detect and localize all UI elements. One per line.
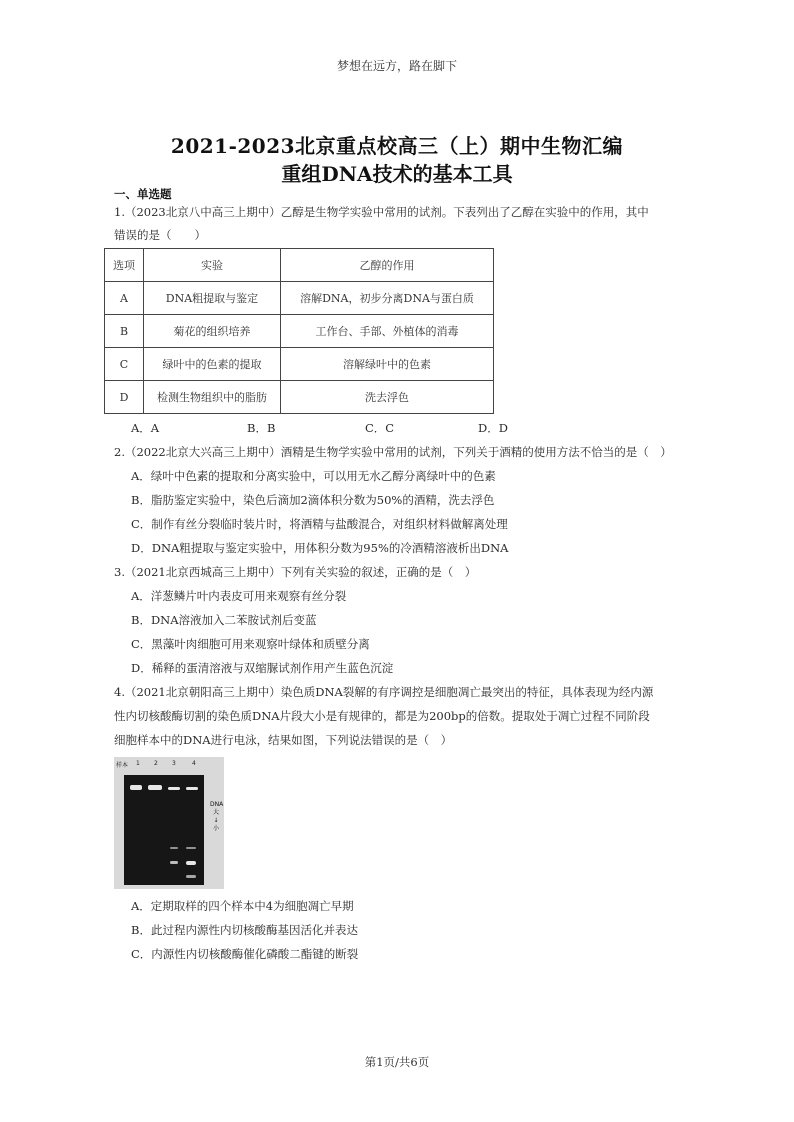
question-1-stem-line1: 1.（2023北京八中高三上期中）乙醇是生物学实验中常用的试剂。下表列出了乙醇在实验中的作用，其中 [114, 205, 649, 219]
question-2-option-b[interactable]: B．脂肪鉴定实验中，染色后滴加2滴体积分数为50%的酒精，洗去浮色 [131, 493, 495, 507]
question-2-option-a[interactable]: A．绿叶中色素的提取和分离实验中，可以用无水乙醇分离绿叶中的色素 [131, 469, 496, 483]
gel-band [186, 861, 196, 865]
table-cell: 绿叶中的色素的提取 [144, 348, 281, 381]
document-title: 2021-2023北京重点校高三（上）期中生物汇编 [170, 134, 624, 158]
dna-migration-label [210, 801, 222, 833]
table-header-row [105, 249, 494, 282]
answer-choice-c[interactable]: C．C [365, 421, 395, 435]
table-row [105, 282, 494, 315]
question-1-stem-line2: 错误的是（ ） [114, 228, 206, 242]
table-cell: 溶解绿叶中的色素 [281, 348, 494, 381]
gel-lane-label: 4 [192, 760, 196, 767]
question-3-option-c[interactable]: C．黑藻叶肉细胞可用来观察叶绿体和质壁分离 [131, 637, 370, 651]
dna-size-large-label: 大 [212, 809, 219, 816]
question-4-stem-line3: 细胞样本中的DNA进行电泳，结果如图，下列说法错误的是（ ） [114, 733, 453, 747]
table-cell: A [105, 282, 144, 315]
document-subtitle: 重组DNA技术的基本工具 [281, 162, 513, 186]
question-3-stem: 3.（2021北京西城高三上期中）下列有关实验的叙述，正确的是（ ） [114, 565, 477, 579]
gel-band [130, 785, 142, 790]
table-cell: 菊花的组织培养 [144, 315, 281, 348]
question-3-option-b[interactable]: B．DNA溶液加入二苯胺试剂后变蓝 [131, 613, 317, 627]
section-heading: 一、单选题 [114, 187, 172, 201]
dna-label: DNA [210, 801, 224, 808]
answer-choice-d[interactable]: D．D [478, 421, 508, 435]
dna-size-small-label: 小 [212, 825, 219, 832]
page-footer: 第1页/共6页 [364, 1055, 430, 1069]
table-cell: B [105, 315, 144, 348]
gel-body [124, 775, 204, 885]
question-4-stem-line2: 性内切核酸酶切割的染色质DNA片段大小是有规律的，都是为200bp的倍数。提取处于凋亡过程不同阶段 [114, 709, 650, 723]
electrophoresis-gel-image [114, 757, 224, 889]
question-1-table [104, 248, 494, 414]
gel-lane-label: 1 [136, 760, 140, 767]
table-cell: D [105, 381, 144, 414]
table-header-cell: 实验 [144, 249, 281, 282]
gel-band [186, 787, 198, 790]
page-header: 梦想在远方，路在脚下 [336, 59, 457, 73]
table-header-cell: 选项 [105, 249, 144, 282]
table-cell: 溶解DNA，初步分离DNA与蛋白质 [281, 282, 494, 315]
gel-band [168, 787, 180, 790]
gel-lane-label: 3 [172, 760, 176, 767]
table-cell: 检测生物组织中的脂肪 [144, 381, 281, 414]
table-header-cell: 乙醇的作用 [281, 249, 494, 282]
table-cell: 洗去浮色 [281, 381, 494, 414]
table-row [105, 348, 494, 381]
question-3-option-d[interactable]: D．稀释的蛋清溶液与双缩脲试剂作用产生蓝色沉淀 [131, 661, 394, 675]
table-row [105, 381, 494, 414]
table-cell: DNA粗提取与鉴定 [144, 282, 281, 315]
table-cell: 工作台、手部、外植体的消毒 [281, 315, 494, 348]
gel-lane-label: 2 [154, 760, 158, 767]
answer-choice-b[interactable]: B．B [247, 421, 276, 435]
question-2-option-c[interactable]: C．制作有丝分裂临时装片时，将酒精与盐酸混合，对组织材料做解离处理 [131, 517, 508, 531]
question-4-stem-line1: 4.（2021北京朝阳高三上期中）染色质DNA裂解的有序调控是细胞凋亡最突出的特征，具体表现为经内源 [114, 685, 654, 699]
question-4-option-b[interactable]: B．此过程内源性内切核酸酶基因活化并表达 [131, 923, 358, 937]
arrow-down-icon: ↓ [213, 817, 219, 824]
question-2-option-d[interactable]: D．DNA粗提取与鉴定实验中，用体积分数为95%的冷酒精溶液析出DNA [131, 541, 509, 555]
gel-band [170, 861, 178, 864]
question-4-option-c[interactable]: C．内源性内切核酸酶催化磷酸二酯键的断裂 [131, 947, 359, 961]
question-4-option-a[interactable]: A．定期取样的四个样本中4为细胞凋亡早期 [131, 899, 354, 913]
gel-band [186, 875, 196, 878]
gel-band [186, 847, 196, 849]
table-cell: C [105, 348, 144, 381]
question-2-stem: 2.（2022北京大兴高三上期中）酒精是生物学实验中常用的试剂，下列关于酒精的使用方法不恰当的是（ ） [114, 445, 672, 459]
gel-sample-label: 样本 [116, 762, 129, 769]
question-3-option-a[interactable]: A．洋葱鳞片叶内表皮可用来观察有丝分裂 [131, 589, 347, 603]
gel-band [170, 847, 178, 849]
table-row [105, 315, 494, 348]
gel-band [148, 785, 162, 790]
answer-choice-a[interactable]: A．A [131, 421, 160, 435]
